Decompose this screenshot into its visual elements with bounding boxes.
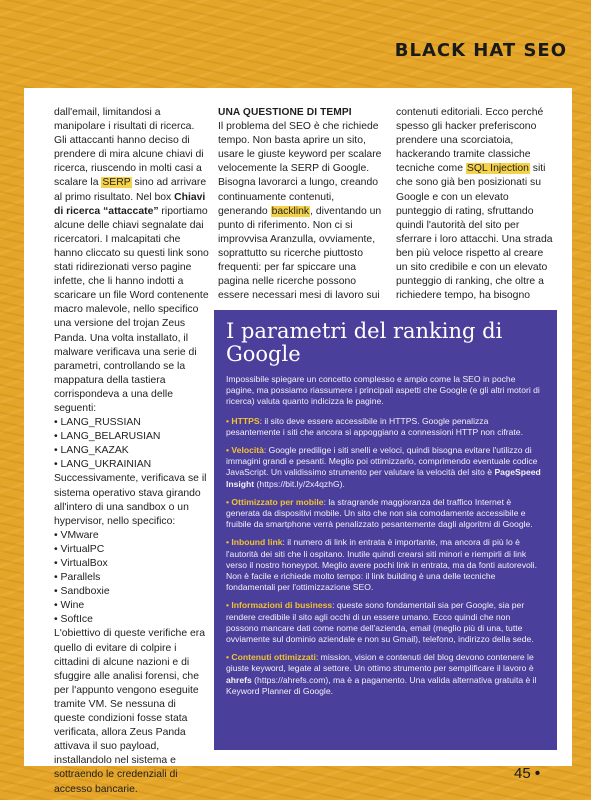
highlight-serp: SERP [102, 177, 131, 189]
list-item: • Parallels [54, 571, 209, 585]
paragraph: L'obiettivo di queste verifiche era quello di evitare di colpire i cittadini di alcune nazioni e di sfuggire alle analisi forensi, che per l'appunto vengono eseguite tramite VM. Se nessuna di queste condizioni fosse stata verificata, allora Zeus Panda attivava il suo payload, installandolo nel sistema e sottraendo le credenziali di accesso bancarie. [54, 628, 206, 795]
list-item: • Wine [54, 599, 209, 613]
section-title: BLACK HAT SEO [394, 40, 567, 61]
highlight-backlink: backlink [271, 205, 310, 217]
box-item-contenuti: • Contenuti ottimizzati: mission, vision e contenuti del blog devono contenere le giuste keyword, legate al settore. Un ottimo strumento per semplificare il lavoro è ahrefs (https://ahrefs.com), ma è a pagamento. Una valida alternativa gratuita è il Keyword Planner di Google. [226, 652, 537, 696]
paragraph: contenuti editoriali. Ecco perché spesso gli hacker preferiscono prendere una scorciatoia, hackerando tramite classiche tecniche come SQL Injection siti che sono già ben posizionati su Google e con un elevato punteggio di rating, sfruttando quindi l'autorità del sito per sferrare i loro attacchi. Una strada ben più veloce rispetto al creare un sito credibile e con un elevato punteggio di ranking, che oltre a richiedere tempo, ha bisogno [396, 107, 553, 302]
list-item: • VirtualPC [54, 543, 209, 557]
page-number: 45 • [514, 765, 541, 782]
ranking-box [214, 310, 557, 750]
list-item: • LANG_UKRAINIAN [54, 458, 209, 472]
paragraph: Successivamente, verificava se il sistema operativo stava girando all'intero di una sandbox o un hypervisor, nello specifico: [54, 473, 207, 527]
list-item: • LANG_RUSSIAN [54, 416, 209, 430]
keyboard-list [54, 416, 209, 472]
box-item-https: • HTTPS: il sito deve essere accessibile in HTTPS. Google penalizza pesantemente i siti che ancora si appoggiano a connessioni HTTP non cifrate. [226, 415, 523, 437]
box-item-business: • Informazioni di business: queste sono fondamentali sia per Google, sia per rendere credibile il sito agli occhi di un essere umano. Ecco quindi che non possono mancare dati come nome dell'azienda, email (meglio più di una, tutte ovviamente sul dominio aziendale e non su Gmail), telefono, indirizzo della sede. [226, 600, 534, 645]
list-item: • LANG_BELARUSIAN [54, 430, 209, 444]
box-title: I parametri del ranking di Google [226, 319, 503, 366]
article-column-1 [54, 106, 209, 797]
list-item: • VirtualBox [54, 557, 209, 571]
paragraph: Il problema del SEO è che richiede tempo. Non basta aprire un sito, usare le giuste keyword per scalare velocemente la SERP di Google. Bisogna lavorarci a lungo, creando continuamente contenuti, generando backlink, diventando un punto di riferimento. Non ci si improvvisa Aranzulla, ovviamente, soprattutto su ricerche piuttosto frequenti: per far spiccare una pagina nelle ricerche possono essere necessari mesi di lavoro sui [218, 121, 382, 302]
box-item-mobile: • Ottimizzato per mobile: la stragrande maggioranza del traffico Internet è generata da dispositivi mobile. Un sito che non sia comodamente accessibile e fruibile da smartphone verrà penalizzato pesantemente dagli algoritmi di Google. [226, 496, 533, 530]
article-column-3 [396, 106, 554, 303]
hypervisor-list [54, 529, 209, 628]
list-item: • LANG_KAZAK [54, 444, 209, 458]
paragraph: dall'email, limitandosi a manipolare i risultati di ricerca. Gli attaccanti hanno deciso di prendere di mira alcune chiavi di ricerca, riuscendo in molti casi a scalare la SERP sino ad arrivare al primo risultato. Nel box Chiavi di ricerca “attaccate” riportiamo alcune delle chiavi segnalate dai ricercatori. I malcapitati che hanno cliccato su questi link sono stati ridirezionati verso pagine infette, che li hanno indotti a scaricare un file Word contenente macro malevole, nello specifico una versione del trojan Zeus Panda. Una volta installato, il malware verificava una serie di parametri, controllando se la mappatura della tastiera corrispondeva a una delle seguenti: [54, 107, 209, 414]
list-item: • Sandboxie [54, 585, 209, 599]
bold-phrase: Chiavi di ricerca “attaccate” [54, 191, 206, 217]
box-intro: Impossibile spiegare un concetto complesso e ampio come la SEO in poche pagine, ma possiamo riassumere i principali aspetti che Google (e gli altri motori di ricerca) valuta quanto indicizza le pagine. [226, 374, 540, 407]
list-item: • VMware [54, 529, 209, 543]
list-item: • SoftIce [54, 613, 209, 627]
article-column-2 [218, 106, 384, 303]
box-item-velocita: • Velocità: Google predilige i siti snelli e veloci, quindi bisogna evitare l'utilizzo di immagini grandi e pesanti. Meglio poi ottimizzarlo, comprimendo eventuale codice JavaScript. Un validissimo strumento per valutare la velocità del sito è PageSpeed Insight (https://bit.ly/2x4qzhG). [226, 445, 541, 489]
subheading: UNA QUESTIONE DI TEMPI [218, 107, 352, 118]
highlight-sql-injection: SQL Injection [466, 163, 529, 175]
box-item-inbound-link: • Inbound link: il numero di link in entrata è importante, ma ancora di più lo è l'autorità dei siti che li ospitano. Inutile quindi crearsi siti minori e riempirli di link verso il nostro honeypot. Meglio avere pochi link in entrata, ma da fonti autorevoli. Non è facile e richiede molto tempo: il link building è una delle tecniche fondamentali per l'ottimizzazione SEO. [226, 537, 537, 593]
